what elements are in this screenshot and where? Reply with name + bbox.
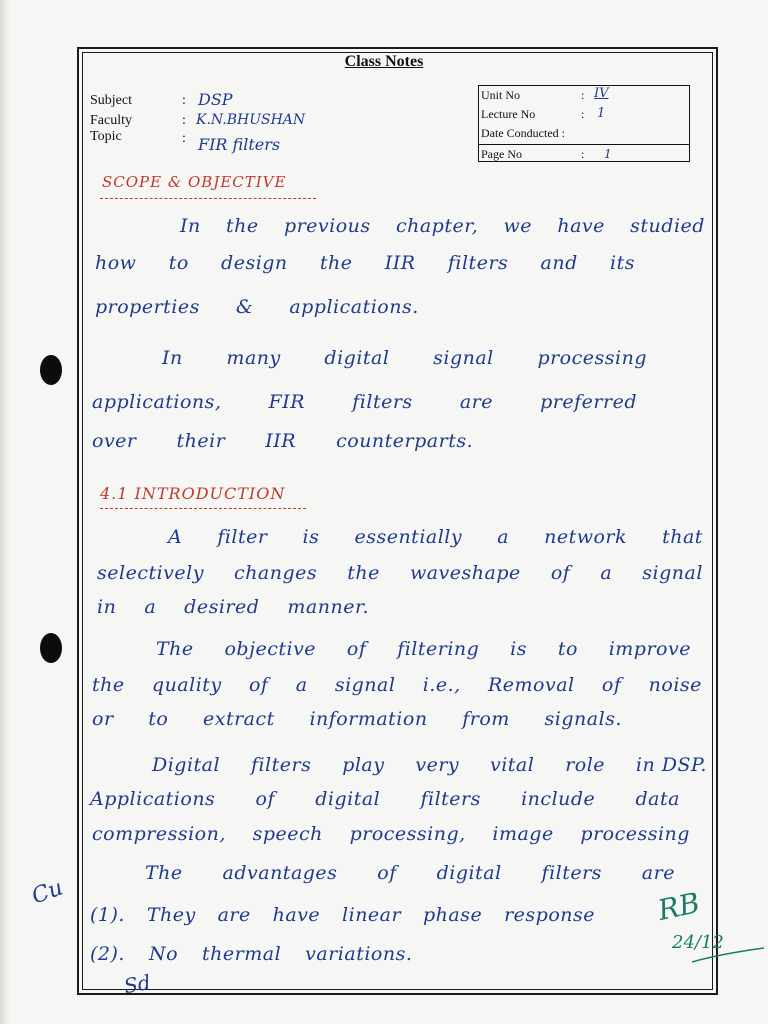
handwritten-word: linear xyxy=(342,904,402,926)
handwritten-word: desired xyxy=(184,596,260,618)
handwritten-word: play xyxy=(342,754,385,776)
handwritten-word: are xyxy=(459,391,493,413)
handwritten-word: information xyxy=(309,708,428,730)
handwritten-word: include xyxy=(521,788,596,810)
handwritten-word: advantages xyxy=(222,862,338,884)
handwritten-word: a xyxy=(144,596,157,618)
handwritten-word: phase xyxy=(422,904,483,926)
info-box-divider xyxy=(479,144,689,145)
handwritten-word: properties xyxy=(95,296,200,318)
handwritten-word: or xyxy=(92,708,114,730)
handwritten-word: previous xyxy=(283,215,371,237)
handwritten-word: the xyxy=(226,215,259,237)
lecture-info-box xyxy=(478,85,690,162)
handwritten-word: selectively xyxy=(97,562,204,584)
paragraph-3-line-3 xyxy=(97,596,417,618)
handwritten-word: digital xyxy=(324,347,390,369)
page-title: Class Notes xyxy=(344,53,424,70)
bottom-signature: Sd xyxy=(122,969,153,999)
handwritten-word: response xyxy=(504,904,595,926)
handwritten-word: filter xyxy=(217,526,268,548)
page-label: Page No xyxy=(481,147,522,161)
faculty-colon: : xyxy=(182,113,186,128)
topic-label: Topic xyxy=(90,129,122,144)
handwritten-word: speech xyxy=(252,823,323,845)
handwritten-word: is xyxy=(302,526,320,548)
handwritten-word: in DSP. xyxy=(635,754,707,776)
paragraph-5-line-1 xyxy=(152,754,707,776)
paragraph-4-line-3 xyxy=(92,708,622,730)
handwritten-word: objective xyxy=(224,638,317,660)
handwritten-word: compression, xyxy=(92,823,226,845)
handwritten-word: filters xyxy=(250,754,312,776)
handwritten-word: have xyxy=(272,904,321,926)
handwritten-word: over xyxy=(92,430,137,452)
handwritten-word: filters xyxy=(420,788,481,810)
topic-colon: : xyxy=(182,131,186,146)
paragraph-3-line-2 xyxy=(97,562,703,584)
handwritten-word: many xyxy=(226,347,281,369)
handwritten-word: of xyxy=(377,862,397,884)
handwritten-word: have xyxy=(557,215,605,237)
paragraph-4-line-2 xyxy=(92,674,702,696)
handwritten-word: Digital xyxy=(152,754,221,776)
paragraph-4-line-1 xyxy=(156,638,691,660)
paragraph-1-line-2 xyxy=(95,252,635,274)
handwritten-word: quality xyxy=(151,674,222,696)
handwritten-word: are xyxy=(217,904,251,926)
handwritten-word: network xyxy=(544,526,628,548)
topic-value: FIR filters xyxy=(198,135,281,154)
reviewer-signature: RB xyxy=(655,886,703,927)
punch-hole-top xyxy=(40,355,62,385)
handwritten-word: processing, xyxy=(349,823,466,845)
reviewer-date: 24/12 xyxy=(672,932,724,953)
handwritten-word: applications, xyxy=(92,391,222,413)
handwritten-word: and xyxy=(540,252,578,274)
handwritten-word: is xyxy=(510,638,527,660)
handwritten-word: data xyxy=(635,788,680,810)
handwritten-word: counterparts. xyxy=(336,430,474,452)
handwritten-word: filters xyxy=(352,391,413,413)
handwritten-word: digital xyxy=(315,788,381,810)
handwritten-word: A xyxy=(168,526,183,548)
paragraph-1-line-3 xyxy=(95,296,475,318)
handwritten-word: i.e., xyxy=(422,674,461,696)
handwritten-word: (1). xyxy=(90,904,125,926)
handwritten-word: IIR xyxy=(384,252,416,274)
faculty-value: K.N.BHUSHAN xyxy=(196,112,306,128)
handwritten-word: the xyxy=(319,252,353,274)
page-border-inner xyxy=(82,52,713,990)
handwritten-word: improve xyxy=(608,638,691,660)
handwritten-word: signal xyxy=(334,674,396,696)
handwritten-word: a xyxy=(497,526,510,548)
handwritten-word: the xyxy=(347,562,380,584)
handwritten-word: processing xyxy=(537,347,647,369)
handwritten-word: IIR xyxy=(265,430,297,452)
handwritten-word: manner. xyxy=(287,596,369,618)
paragraph-2-line-3 xyxy=(92,430,512,452)
paragraph-5-line-2 xyxy=(90,788,680,810)
handwritten-word: signal xyxy=(642,562,703,584)
handwritten-word: vital xyxy=(489,754,535,776)
handwritten-word: changes xyxy=(234,562,318,584)
faculty-label: Faculty xyxy=(90,113,132,128)
punch-hole-bottom xyxy=(40,633,62,663)
handwritten-word: the xyxy=(92,674,125,696)
handwritten-word: digital xyxy=(436,862,502,884)
paragraph-6-line-3 xyxy=(90,943,450,965)
scope-heading-underline xyxy=(100,198,316,199)
paragraph-2-line-1 xyxy=(162,347,647,369)
paragraph-3-line-1 xyxy=(168,526,703,548)
handwritten-word: The xyxy=(156,638,194,660)
handwritten-word: filters xyxy=(447,252,509,274)
unit-label: Unit No xyxy=(481,88,520,102)
handwritten-word: The xyxy=(145,862,183,884)
handwritten-word: noise xyxy=(648,674,702,696)
handwritten-word: In xyxy=(180,215,201,237)
unit-value: IV xyxy=(594,86,609,101)
paper-edge-shadow xyxy=(0,0,10,1024)
handwritten-word: essentially xyxy=(354,526,463,548)
paragraph-6-line-1 xyxy=(145,862,675,884)
handwritten-word: are xyxy=(641,862,675,884)
date-label: Date Conducted : xyxy=(481,126,565,140)
handwritten-word: we xyxy=(503,215,533,237)
handwritten-word: their xyxy=(176,430,226,452)
lecture-value: 1 xyxy=(597,106,606,121)
handwritten-word: filters xyxy=(541,862,602,884)
subject-colon: : xyxy=(182,93,186,108)
handwritten-word: In xyxy=(162,347,183,369)
intro-heading: 4.1 INTRODUCTION xyxy=(100,484,286,503)
paragraph-5-line-3 xyxy=(92,823,690,845)
handwritten-word: a xyxy=(600,562,613,584)
handwritten-word: of xyxy=(248,674,269,696)
handwritten-word: of xyxy=(550,562,571,584)
handwritten-word: signal xyxy=(433,347,494,369)
lecture-colon: : xyxy=(581,107,585,121)
intro-heading-underline xyxy=(100,508,306,509)
handwritten-word: applications. xyxy=(289,296,419,318)
handwritten-word: of xyxy=(255,788,276,810)
handwritten-word: image xyxy=(492,823,554,845)
handwritten-word: (2). xyxy=(90,943,125,965)
handwritten-word: processing xyxy=(580,823,690,845)
handwritten-word: extract xyxy=(202,708,275,730)
handwritten-word: to xyxy=(148,708,169,730)
handwritten-word: preferred xyxy=(540,391,637,413)
handwritten-word: in xyxy=(97,596,117,618)
handwritten-word: from xyxy=(462,708,510,730)
paragraph-6-line-2 xyxy=(90,904,595,926)
handwritten-word: role xyxy=(565,754,606,776)
handwritten-word: chapter, xyxy=(395,215,479,237)
handwritten-word: Removal xyxy=(487,674,575,696)
handwritten-word: how xyxy=(95,252,137,274)
lecture-label: Lecture No xyxy=(481,107,536,121)
subject-value: DSP xyxy=(198,90,233,109)
handwritten-word: & xyxy=(235,296,254,318)
page-value: 1 xyxy=(604,147,612,161)
handwritten-word: that xyxy=(662,526,703,548)
paragraph-1-line-1 xyxy=(180,215,705,237)
handwritten-word: Applications xyxy=(90,788,216,810)
handwritten-word: to xyxy=(168,252,189,274)
handwritten-word: very xyxy=(415,754,460,776)
page-colon: : xyxy=(581,147,585,161)
handwritten-word: a xyxy=(295,674,308,696)
paragraph-2-line-2 xyxy=(92,391,637,413)
handwritten-word: variations. xyxy=(305,943,413,965)
handwritten-word: signals. xyxy=(544,708,622,730)
handwritten-word: thermal xyxy=(202,943,282,965)
handwritten-word: No xyxy=(148,943,179,965)
handwritten-word: design xyxy=(221,252,288,274)
scope-heading: SCOPE & OBJECTIVE xyxy=(102,173,287,191)
handwritten-word: They xyxy=(146,904,196,926)
reviewer-signature-stroke xyxy=(690,940,766,970)
subject-label: Subject xyxy=(90,93,132,108)
handwritten-word: its xyxy=(610,252,635,274)
handwritten-word: FIR xyxy=(268,391,306,413)
handwritten-word: of xyxy=(346,638,367,660)
handwritten-word: of xyxy=(601,674,622,696)
unit-colon: : xyxy=(581,88,585,102)
handwritten-word: studied xyxy=(630,215,705,237)
handwritten-word: filtering xyxy=(397,638,480,660)
handwritten-word: to xyxy=(557,638,578,660)
margin-checkmark: Cu xyxy=(28,875,67,910)
handwritten-word: waveshape xyxy=(409,562,521,584)
